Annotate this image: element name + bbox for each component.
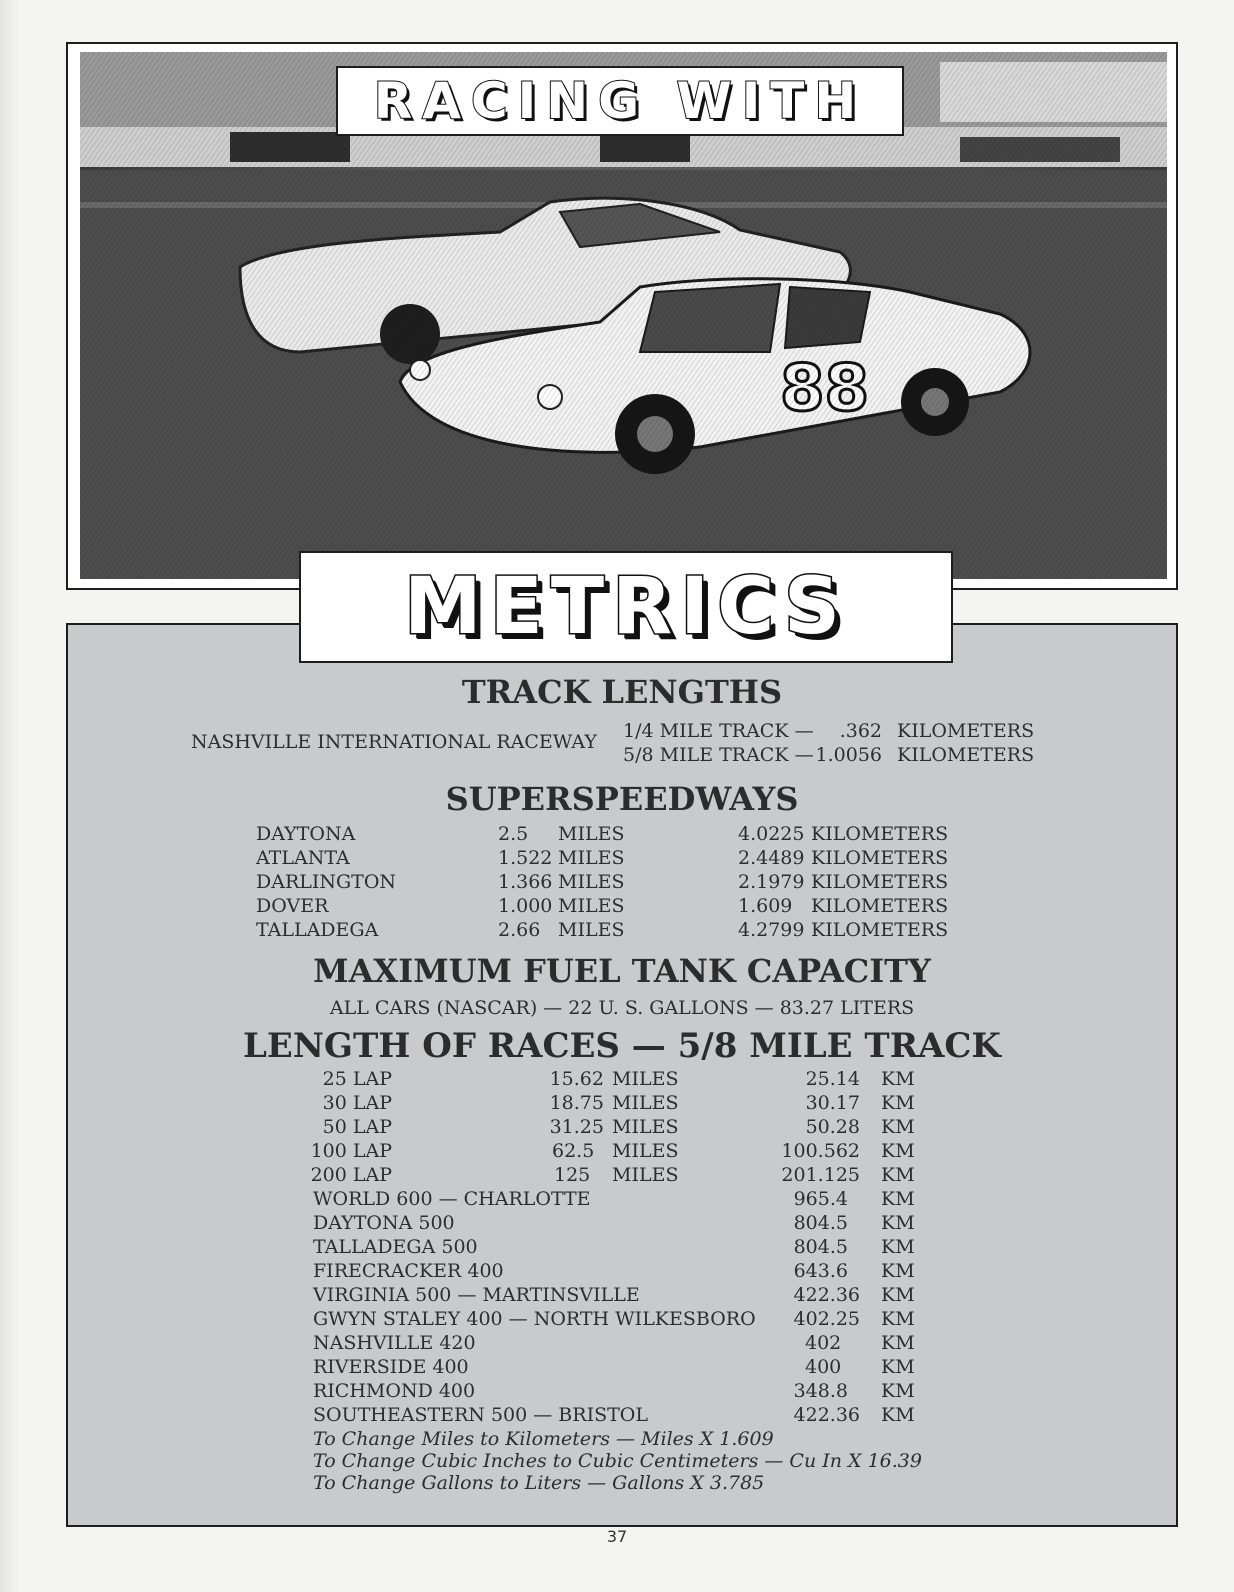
race-km-unit: KM: [881, 1068, 915, 1090]
race-km-unit: KM: [881, 1140, 915, 1162]
race-km-unit: KM: [881, 1332, 915, 1354]
race-km: 422.36: [793, 1284, 860, 1306]
race-km: 965.4: [793, 1188, 848, 1210]
speedway-miles-unit: MILES: [558, 823, 625, 845]
track-line-1-track: 1/4 MILE TRACK —: [623, 720, 814, 742]
speedway-miles-unit: MILES: [558, 847, 625, 869]
race-km: 804.5: [793, 1236, 848, 1258]
race-miles-unit: MILES: [612, 1092, 679, 1114]
race-name: RICHMOND 400: [313, 1380, 476, 1402]
speedway-km-unit: KILOMETERS: [811, 823, 949, 845]
speedway-km-unit: KILOMETERS: [811, 871, 949, 893]
track-line-1-km: .362: [839, 720, 882, 742]
page-number: 37: [606, 1527, 628, 1546]
race-km-unit: KM: [881, 1284, 915, 1306]
race-km: 422.36: [793, 1404, 860, 1426]
race-name: GWYN STALEY 400 — NORTH WILKESBORO: [313, 1308, 756, 1330]
track-line-1-unit: KILOMETERS: [897, 720, 1035, 742]
title-metrics-text: METRICS: [403, 562, 849, 652]
race-name: RIVERSIDE 400: [313, 1356, 469, 1378]
race-km: 400: [805, 1356, 842, 1378]
race-name: VIRGINIA 500 — MARTINSVILLE: [313, 1284, 640, 1306]
race-miles: 62.5: [552, 1140, 595, 1162]
race-lap: 30 LAP: [322, 1092, 392, 1114]
speedway-name: DARLINGTON: [256, 871, 397, 893]
race-km-unit: KM: [881, 1380, 915, 1402]
race-name: WORLD 600 — CHARLOTTE: [313, 1188, 591, 1210]
speedway-km: 4.0225: [738, 823, 805, 845]
metrics-info-panel: [66, 623, 1178, 1527]
conversion-note: To Change Cubic Inches to Cubic Centimeters — Cu In X 16.39: [313, 1450, 922, 1472]
race-km-unit: KM: [881, 1116, 915, 1138]
speedway-name: TALLADEGA: [256, 919, 379, 941]
track-line-2-km: 1.0056: [815, 744, 882, 766]
race-km-unit: KM: [881, 1212, 915, 1234]
race-miles-unit: MILES: [612, 1068, 679, 1090]
speedway-miles: 1.522: [498, 847, 553, 869]
race-name: FIRECRACKER 400: [313, 1260, 504, 1282]
race-km-unit: KM: [881, 1164, 915, 1186]
speedway-km: 2.1979: [738, 871, 805, 893]
speedway-miles-unit: MILES: [558, 871, 625, 893]
superspeedways-heading: SUPERSPEEDWAYS: [445, 780, 799, 818]
fuel-capacity-line: ALL CARS (NASCAR) — 22 U. S. GALLONS — 83.27 LITERS: [329, 997, 915, 1019]
race-km-unit: KM: [881, 1188, 915, 1210]
race-miles-unit: MILES: [612, 1116, 679, 1138]
title-racing-with-text: RACING WITH: [373, 72, 867, 130]
conversion-note: To Change Miles to Kilometers — Miles X 1.609: [313, 1428, 774, 1450]
race-km: 643.6: [793, 1260, 848, 1282]
speedway-km: 4.2799: [738, 919, 805, 941]
title-racing-with: [336, 66, 904, 136]
race-miles-unit: MILES: [612, 1164, 679, 1186]
race-miles: 18.75: [549, 1092, 604, 1114]
track-line-2-track: 5/8 MILE TRACK —: [623, 744, 814, 766]
race-lap: 100 LAP: [310, 1140, 392, 1162]
conversion-note: To Change Gallons to Liters — Gallons X 3.785: [313, 1472, 765, 1494]
track-lengths-heading: TRACK LENGTHS: [461, 673, 783, 711]
speedway-name: DOVER: [256, 895, 329, 917]
race-km-unit: KM: [881, 1404, 915, 1426]
race-name: SOUTHEASTERN 500 — BRISTOL: [313, 1404, 648, 1426]
race-name: NASHVILLE 420: [313, 1332, 476, 1354]
race-name: TALLADEGA 500: [313, 1236, 478, 1258]
speedway-km: 1.609: [738, 895, 793, 917]
speedway-miles: 2.66: [498, 919, 541, 941]
race-km-unit: KM: [881, 1356, 915, 1378]
track-line-2-unit: KILOMETERS: [897, 744, 1035, 766]
race-km: 348.8: [793, 1380, 848, 1402]
speedway-name: DAYTONA: [256, 823, 356, 845]
speedway-miles: 1.000: [498, 895, 553, 917]
fuel-capacity-heading: MAXIMUM FUEL TANK CAPACITY: [313, 952, 931, 990]
speedway-name: ATLANTA: [256, 847, 350, 869]
race-miles: 31.25: [549, 1116, 604, 1138]
speedway-miles: 1.366: [498, 871, 553, 893]
race-km: 804.5: [793, 1212, 848, 1234]
race-km: 25.14: [805, 1068, 860, 1090]
race-name: DAYTONA 500: [313, 1212, 455, 1234]
race-km: 50.28: [805, 1116, 860, 1138]
race-km: 201.125: [781, 1164, 860, 1186]
races-heading: LENGTH OF RACES — 5/8 MILE TRACK: [243, 1026, 1001, 1066]
speedway-miles: 2.5: [498, 823, 529, 845]
race-km-unit: KM: [881, 1236, 915, 1258]
speedway-km-unit: KILOMETERS: [811, 919, 949, 941]
race-km: 30.17: [805, 1092, 860, 1114]
race-miles-unit: MILES: [612, 1140, 679, 1162]
race-km-unit: KM: [881, 1308, 915, 1330]
track-venue: NASHVILLE INTERNATIONAL RACEWAY: [191, 731, 597, 753]
speedway-miles-unit: MILES: [558, 895, 625, 917]
race-km: 100.562: [781, 1140, 860, 1162]
speedway-km-unit: KILOMETERS: [811, 895, 949, 917]
title-metrics-banner: [299, 551, 953, 663]
race-miles: 125: [554, 1164, 591, 1186]
race-km: 402.25: [793, 1308, 860, 1330]
page-binding-shadow: [0, 0, 20, 1592]
race-lap: 25 LAP: [322, 1068, 392, 1090]
race-km: 402: [805, 1332, 842, 1354]
speedway-km-unit: KILOMETERS: [811, 847, 949, 869]
speedway-km: 2.4489: [738, 847, 805, 869]
race-miles: 15.62: [549, 1068, 604, 1090]
race-lap: 50 LAP: [322, 1116, 392, 1138]
speedway-miles-unit: MILES: [558, 919, 625, 941]
race-km-unit: KM: [881, 1260, 915, 1282]
race-lap: 200 LAP: [310, 1164, 392, 1186]
race-km-unit: KM: [881, 1092, 915, 1114]
